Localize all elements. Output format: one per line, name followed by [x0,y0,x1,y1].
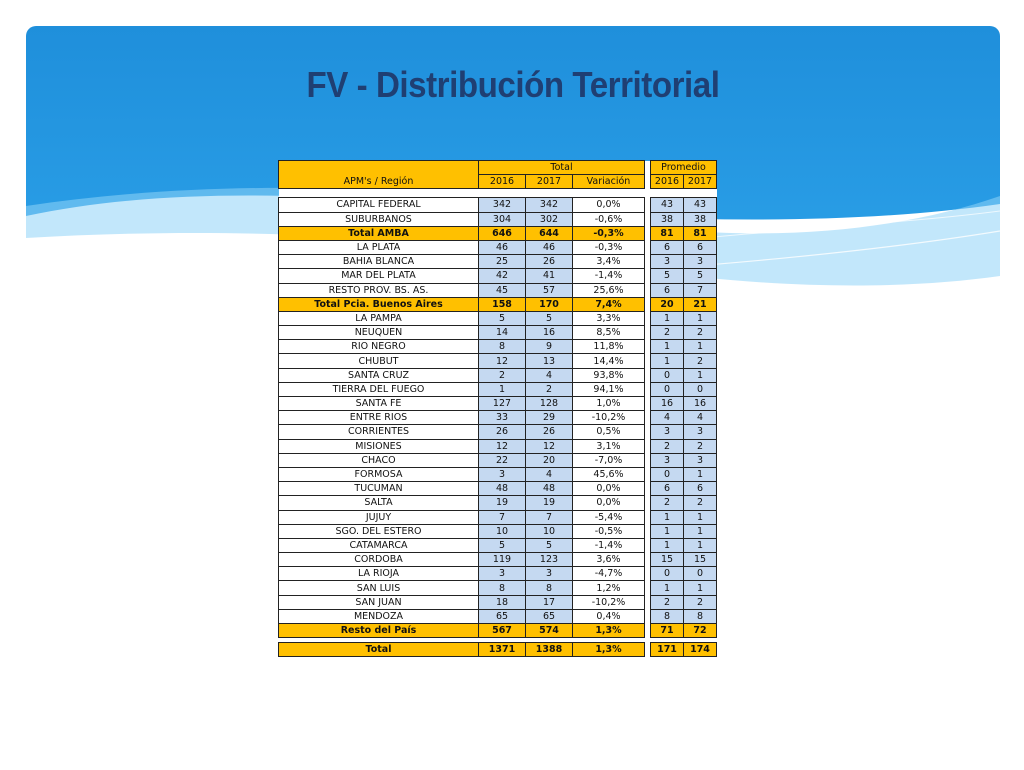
region-name-cell: MISIONES [279,439,479,453]
variacion-cell: -5,4% [573,510,645,524]
total-2016-cell: 25 [479,255,526,269]
promedio-2016-cell: 0 [651,382,684,396]
variacion-cell: 7,4% [573,297,645,311]
promedio-2016-cell: 5 [651,269,684,283]
region-name-cell: SANTA FE [279,397,479,411]
region-name-cell: FORMOSA [279,467,479,481]
header-p2017: 2017 [684,175,717,189]
page-title: FV - Distribución Territorial [306,64,720,105]
region-name-cell: CORRIENTES [279,425,479,439]
variacion-cell: 0,0% [573,482,645,496]
subtotal-row [279,226,717,240]
promedio-2017-cell: 1 [684,311,717,325]
variacion-cell: -0,5% [573,524,645,538]
total-2016-cell: 342 [479,198,526,212]
promedio-2016-cell: 2 [651,326,684,340]
promedio-2017-cell: 2 [684,496,717,510]
total-p2016: 171 [651,643,684,657]
table-row [279,397,717,411]
promedio-2016-cell: 1 [651,581,684,595]
region-name-cell: TUCUMAN [279,482,479,496]
table-row [279,411,717,425]
header-blank [279,161,479,175]
total-2017-cell: 26 [526,425,573,439]
total-2017-cell: 8 [526,581,573,595]
table-row [279,269,717,283]
promedio-2016-cell: 6 [651,240,684,254]
table-row [279,538,717,552]
promedio-2017-cell: 2 [684,595,717,609]
variacion-cell: 1,2% [573,581,645,595]
variacion-cell: 0,5% [573,425,645,439]
table-row [279,595,717,609]
promedio-2016-cell: 3 [651,255,684,269]
region-name-cell: SUBURBANOS [279,212,479,226]
promedio-2017-cell: 6 [684,240,717,254]
total-2017-cell: 5 [526,311,573,325]
variacion-cell: 1,3% [573,624,645,638]
header-total: Total [479,161,645,175]
table-row [279,326,717,340]
variacion-cell: 3,3% [573,311,645,325]
region-name-cell: JUJUY [279,510,479,524]
promedio-2017-cell: 8 [684,609,717,623]
variacion-cell: 25,6% [573,283,645,297]
total-2016-cell: 8 [479,340,526,354]
variacion-cell: -0,3% [573,226,645,240]
variacion-cell: 0,0% [573,198,645,212]
region-name-cell: SGO. DEL ESTERO [279,524,479,538]
promedio-2017-cell: 2 [684,326,717,340]
total-2016-cell: 12 [479,439,526,453]
variacion-cell: 3,6% [573,553,645,567]
table-row [279,496,717,510]
region-name-cell: ENTRE RIOS [279,411,479,425]
total-2017-cell: 57 [526,283,573,297]
header-row-top [279,161,717,175]
total-2016-cell: 26 [479,425,526,439]
promedio-2017-cell: 43 [684,198,717,212]
total-2017-cell: 574 [526,624,573,638]
variacion-cell: -10,2% [573,595,645,609]
header-variacion: Variación [573,175,645,189]
promedio-2016-cell: 1 [651,510,684,524]
subtotal-row [279,297,717,311]
region-name-cell: CORDOBA [279,553,479,567]
total-2017-cell: 65 [526,609,573,623]
table-row [279,524,717,538]
total-2016-cell: 646 [479,226,526,240]
total-2016-cell: 18 [479,595,526,609]
total-2016-cell: 42 [479,269,526,283]
variacion-cell: -1,4% [573,269,645,283]
promedio-2017-cell: 1 [684,368,717,382]
region-name-cell: Total AMBA [279,226,479,240]
total-2017-cell: 16 [526,326,573,340]
total-2016-cell: 45 [479,283,526,297]
subtotal-row [279,624,717,638]
promedio-2016-cell: 1 [651,340,684,354]
region-name-cell: CHACO [279,453,479,467]
total-name: Total [279,643,479,657]
header-spacer [279,189,717,198]
table-row [279,212,717,226]
promedio-2016-cell: 20 [651,297,684,311]
promedio-2017-cell: 3 [684,425,717,439]
region-name-cell: SAN LUIS [279,581,479,595]
promedio-2017-cell: 3 [684,453,717,467]
table-row [279,439,717,453]
region-name-cell: CATAMARCA [279,538,479,552]
total-p2017: 174 [684,643,717,657]
promedio-2017-cell: 2 [684,439,717,453]
promedio-2016-cell: 1 [651,524,684,538]
total-2017-cell: 48 [526,482,573,496]
table-row [279,368,717,382]
promedio-2016-cell: 16 [651,397,684,411]
promedio-2017-cell: 21 [684,297,717,311]
region-name-cell: LA PAMPA [279,311,479,325]
promedio-2016-cell: 43 [651,198,684,212]
variacion-cell: -7,0% [573,453,645,467]
promedio-2017-cell: 0 [684,567,717,581]
region-name-cell: MENDOZA [279,609,479,623]
header-promedio: Promedio [651,161,717,175]
region-name-cell: SAN JUAN [279,595,479,609]
total-2016-cell: 567 [479,624,526,638]
total-2016-cell: 304 [479,212,526,226]
variacion-cell: 45,6% [573,467,645,481]
variacion-cell: 1,0% [573,397,645,411]
promedio-2017-cell: 2 [684,354,717,368]
total-2016-cell: 5 [479,538,526,552]
total-2017-cell: 20 [526,453,573,467]
promedio-2017-cell: 72 [684,624,717,638]
variacion-cell: -0,3% [573,240,645,254]
table-row [279,581,717,595]
total-2016-cell: 8 [479,581,526,595]
variacion-cell: 14,4% [573,354,645,368]
table-row [279,467,717,481]
total-2016-cell: 22 [479,453,526,467]
region-name-cell: TIERRA DEL FUEGO [279,382,479,396]
promedio-2016-cell: 15 [651,553,684,567]
total-2017-cell: 4 [526,368,573,382]
promedio-2017-cell: 6 [684,482,717,496]
total-2017-cell: 128 [526,397,573,411]
variacion-cell: 93,8% [573,368,645,382]
total-variacion: 1,3% [573,643,645,657]
distribution-table-container [278,160,717,657]
distribution-table [278,160,717,657]
total-2017-cell: 170 [526,297,573,311]
promedio-2016-cell: 1 [651,311,684,325]
region-name-cell: RESTO PROV. BS. AS. [279,283,479,297]
promedio-2017-cell: 1 [684,581,717,595]
total-2017-cell: 19 [526,496,573,510]
promedio-2016-cell: 2 [651,595,684,609]
promedio-2016-cell: 0 [651,567,684,581]
total-2016-cell: 46 [479,240,526,254]
region-name-cell: SANTA CRUZ [279,368,479,382]
table-row [279,453,717,467]
promedio-2016-cell: 3 [651,453,684,467]
promedio-2017-cell: 5 [684,269,717,283]
region-name-cell: LA PLATA [279,240,479,254]
promedio-2016-cell: 0 [651,467,684,481]
variacion-cell: 0,0% [573,496,645,510]
header-2017: 2017 [526,175,573,189]
table-body [279,198,717,638]
promedio-2016-cell: 6 [651,283,684,297]
promedio-2016-cell: 4 [651,411,684,425]
promedio-2016-cell: 2 [651,496,684,510]
region-name-cell: RIO NEGRO [279,340,479,354]
total-2017-cell: 644 [526,226,573,240]
total-2016-cell: 48 [479,482,526,496]
total-2016-cell: 119 [479,553,526,567]
table-row [279,425,717,439]
total-2017-cell: 302 [526,212,573,226]
table-row [279,482,717,496]
total-2016-cell: 33 [479,411,526,425]
header-p2016: 2016 [651,175,684,189]
total-2016-cell: 14 [479,326,526,340]
total-2017-cell: 29 [526,411,573,425]
header-region: APM's / Región [279,175,479,189]
promedio-2016-cell: 6 [651,482,684,496]
total-2017-cell: 7 [526,510,573,524]
variacion-cell: 3,1% [573,439,645,453]
promedio-2016-cell: 3 [651,425,684,439]
promedio-2017-cell: 7 [684,283,717,297]
total-2016-cell: 7 [479,510,526,524]
region-name-cell: SALTA [279,496,479,510]
total-2016: 1371 [479,643,526,657]
total-2017-cell: 12 [526,439,573,453]
total-2016-cell: 158 [479,297,526,311]
region-name-cell: Total Pcia. Buenos Aires [279,297,479,311]
table-row [279,567,717,581]
header-2016: 2016 [479,175,526,189]
region-name-cell: CAPITAL FEDERAL [279,198,479,212]
promedio-2016-cell: 81 [651,226,684,240]
total-2016-cell: 19 [479,496,526,510]
promedio-2016-cell: 1 [651,354,684,368]
total-2016-cell: 12 [479,354,526,368]
promedio-2017-cell: 1 [684,510,717,524]
variacion-cell: -1,4% [573,538,645,552]
total-2017-cell: 342 [526,198,573,212]
promedio-2016-cell: 38 [651,212,684,226]
table-row [279,354,717,368]
promedio-2017-cell: 1 [684,467,717,481]
promedio-2016-cell: 71 [651,624,684,638]
total-2016-cell: 3 [479,567,526,581]
total-2016-cell: 10 [479,524,526,538]
total-2017-cell: 5 [526,538,573,552]
table-row [279,240,717,254]
promedio-2017-cell: 0 [684,382,717,396]
total-2017-cell: 13 [526,354,573,368]
variacion-cell: 0,4% [573,609,645,623]
promedio-2016-cell: 8 [651,609,684,623]
promedio-2017-cell: 1 [684,340,717,354]
total-2017-cell: 46 [526,240,573,254]
total-2017-cell: 10 [526,524,573,538]
promedio-2016-cell: 2 [651,439,684,453]
total-2017-cell: 26 [526,255,573,269]
total-2016-cell: 5 [479,311,526,325]
total-row [279,643,717,657]
promedio-2017-cell: 1 [684,524,717,538]
total-2017-cell: 4 [526,467,573,481]
promedio-2016-cell: 1 [651,538,684,552]
table-row [279,283,717,297]
table-row [279,311,717,325]
variacion-cell: -0,6% [573,212,645,226]
total-2017-cell: 17 [526,595,573,609]
region-name-cell: MAR DEL PLATA [279,269,479,283]
promedio-2017-cell: 3 [684,255,717,269]
table-row [279,382,717,396]
region-name-cell: NEUQUEN [279,326,479,340]
header-row-bottom [279,175,717,189]
variacion-cell: 94,1% [573,382,645,396]
total-2017-cell: 2 [526,382,573,396]
total-2017-cell: 9 [526,340,573,354]
promedio-2017-cell: 15 [684,553,717,567]
total-2017-cell: 123 [526,553,573,567]
table-row [279,340,717,354]
variacion-cell: -4,7% [573,567,645,581]
variacion-cell: 3,4% [573,255,645,269]
promedio-2017-cell: 81 [684,226,717,240]
variacion-cell: 8,5% [573,326,645,340]
total-2016-cell: 127 [479,397,526,411]
region-name-cell: BAHIA BLANCA [279,255,479,269]
total-2017: 1388 [526,643,573,657]
variacion-cell: 11,8% [573,340,645,354]
promedio-2017-cell: 16 [684,397,717,411]
table-row [279,198,717,212]
region-name-cell: LA RIOJA [279,567,479,581]
promedio-2016-cell: 0 [651,368,684,382]
total-2016-cell: 2 [479,368,526,382]
table-row [279,255,717,269]
promedio-2017-cell: 38 [684,212,717,226]
total-2017-cell: 3 [526,567,573,581]
total-2016-cell: 1 [479,382,526,396]
promedio-2017-cell: 1 [684,538,717,552]
region-name-cell: CHUBUT [279,354,479,368]
region-name-cell: Resto del País [279,624,479,638]
table-row [279,553,717,567]
table-row [279,510,717,524]
table-row [279,609,717,623]
promedio-2017-cell: 4 [684,411,717,425]
total-2016-cell: 65 [479,609,526,623]
total-2016-cell: 3 [479,467,526,481]
variacion-cell: -10,2% [573,411,645,425]
total-2017-cell: 41 [526,269,573,283]
